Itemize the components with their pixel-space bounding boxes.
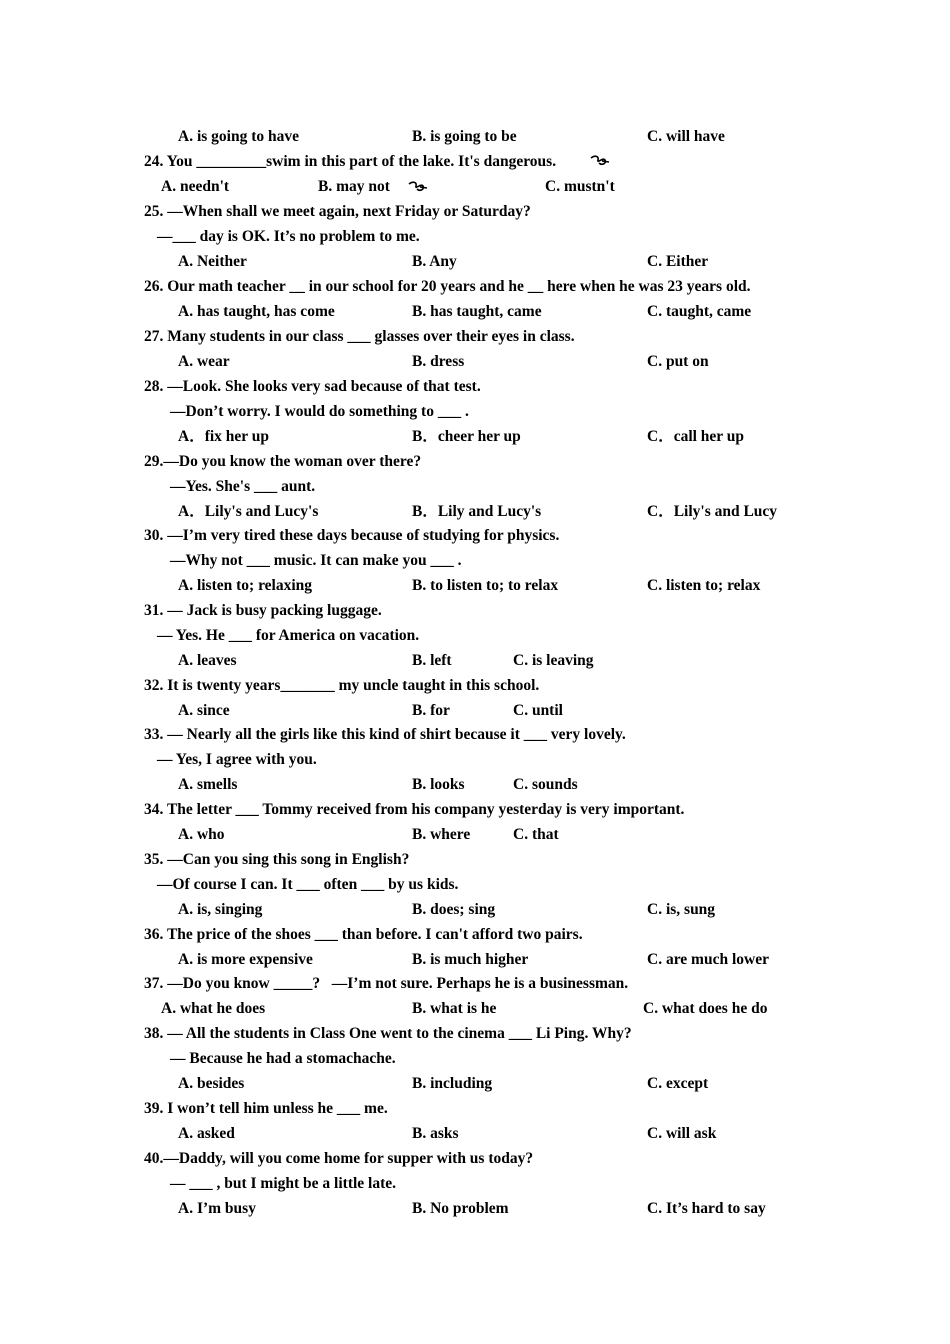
question-28: 28. —Look. She looks very sad because of that test. <box>144 378 481 395</box>
option-b: B. has taught, came <box>412 303 542 320</box>
option-c: C. Either <box>647 253 709 270</box>
option-a: A. asked <box>178 1125 235 1142</box>
option-a: A. leaves <box>178 652 237 669</box>
option-a: A. who <box>178 826 225 843</box>
option-c: C. what does he do <box>643 1000 768 1017</box>
question-25-reply: —___ day is OK. It’s no problem to me. <box>157 228 420 245</box>
option-c: C. is leaving <box>513 652 594 669</box>
option-b: B. looks <box>412 776 465 793</box>
option-c: C. listen to; relax <box>647 577 761 594</box>
option-c: C. until <box>513 702 563 719</box>
option-c: C. that <box>513 826 559 843</box>
option-a: A. I’m busy <box>178 1200 256 1217</box>
question-31: 31. — Jack is busy packing luggage. <box>144 602 382 619</box>
option-c: C. except <box>647 1075 709 1092</box>
question-36: 36. The price of the shoes ___ than before. I can't afford two pairs. <box>144 926 583 943</box>
question-27: 27. Many students in our class ___ glasses over their eyes in class. <box>144 328 575 345</box>
question-26: 26. Our math teacher __ in our school for 20 years and he __ here when he was 23 years old. <box>144 278 751 295</box>
question-34: 34. The letter ___ Tommy received from his company yesterday is very important. <box>144 801 685 818</box>
option-b: B. may not <box>318 178 390 195</box>
question-25: 25. —When shall we meet again, next Friday or Saturday? <box>144 203 531 220</box>
question-31-reply: — Yes. He ___ for America on vacation. <box>157 627 420 644</box>
option-c: C. are much lower <box>647 951 769 968</box>
option-a: A．fix her up <box>178 428 270 445</box>
question-37: 37. —Do you know _____? —I’m not sure. Perhaps he is a businessman. <box>144 975 629 992</box>
question-38-reply: — Because he had a stomachache. <box>170 1050 396 1067</box>
option-c: C. is, sung <box>647 901 716 918</box>
option-b: B. what is he <box>412 1000 497 1017</box>
question-29-reply: —Yes. She's ___ aunt. <box>170 478 316 495</box>
question-33: 33. — Nearly all the girls like this kind of shirt because it ___ very lovely. <box>144 726 626 743</box>
option-b: B. for <box>412 702 450 719</box>
question-40: 40.—Daddy, will you come home for supper with us today? <box>144 1150 534 1167</box>
option-b: B. does; sing <box>412 901 496 918</box>
option-b: B. is going to be <box>412 128 517 145</box>
option-b: B. where <box>412 826 471 843</box>
option-b: B. dress <box>412 353 465 370</box>
option-c: C. will ask <box>647 1125 717 1142</box>
option-a: A. needn't <box>161 178 230 195</box>
option-c: C．Lily's and Lucy <box>647 503 778 520</box>
question-38: 38. — All the students in Class One went to the cinema ___ Li Ping. Why? <box>144 1025 632 1042</box>
option-b: B．Lily and Lucy's <box>412 503 542 520</box>
option-b: B. Any <box>412 253 457 270</box>
option-b: B. including <box>412 1075 493 1092</box>
option-a: A. is more expensive <box>178 951 313 968</box>
question-39: 39. I won’t tell him unless he ___ me. <box>144 1100 388 1117</box>
option-c: C. sounds <box>513 776 578 793</box>
option-a: A. what he does <box>161 1000 266 1017</box>
option-a: A. Neither <box>178 253 247 270</box>
option-a: A. has taught, has come <box>178 303 335 320</box>
option-c: C. It’s hard to say <box>647 1200 766 1217</box>
question-29: 29.—Do you know the woman over there? <box>144 453 422 470</box>
question-33-reply: — Yes, I agree with you. <box>157 751 317 768</box>
question-35: 35. —Can you sing this song in English? <box>144 851 410 868</box>
option-a: A. since <box>178 702 230 719</box>
option-b: B．cheer her up <box>412 428 521 445</box>
option-a: A. is, singing <box>178 901 263 918</box>
option-a: A. smells <box>178 776 238 793</box>
question-24: 24. You _________swim in this part of the lake. It's dangerous. <box>144 153 557 170</box>
option-a: A. wear <box>178 353 230 370</box>
option-c: C. put on <box>647 353 709 370</box>
option-a: A. is going to have <box>178 128 299 145</box>
option-c: C. taught, came <box>647 303 752 320</box>
option-c: C. will have <box>647 128 725 145</box>
scribble-icon <box>590 154 610 173</box>
option-b: B. No problem <box>412 1200 509 1217</box>
option-c: C．call her up <box>647 428 745 445</box>
question-30-reply: —Why not ___ music. It can make you ___ . <box>170 552 462 569</box>
question-35-reply: —Of course I can. It ___ often ___ by us kids. <box>157 876 459 893</box>
question-30: 30. —I’m very tired these days because of studying for physics. <box>144 527 560 544</box>
option-a: A．Lily's and Lucy's <box>178 503 319 520</box>
scribble-icon <box>408 180 428 199</box>
question-32: 32. It is twenty years_______ my uncle taught in this school. <box>144 677 540 694</box>
option-a: A. besides <box>178 1075 245 1092</box>
option-a: A. listen to; relaxing <box>178 577 313 594</box>
option-b: B. left <box>412 652 452 669</box>
option-c: C. mustn't <box>545 178 615 195</box>
option-b: B. is much higher <box>412 951 529 968</box>
option-b: B. to listen to; to relax <box>412 577 559 594</box>
option-b: B. asks <box>412 1125 459 1142</box>
question-40-reply: — ___ , but I might be a little late. <box>170 1175 397 1192</box>
question-28-reply: —Don’t worry. I would do something to ___ . <box>170 403 469 420</box>
